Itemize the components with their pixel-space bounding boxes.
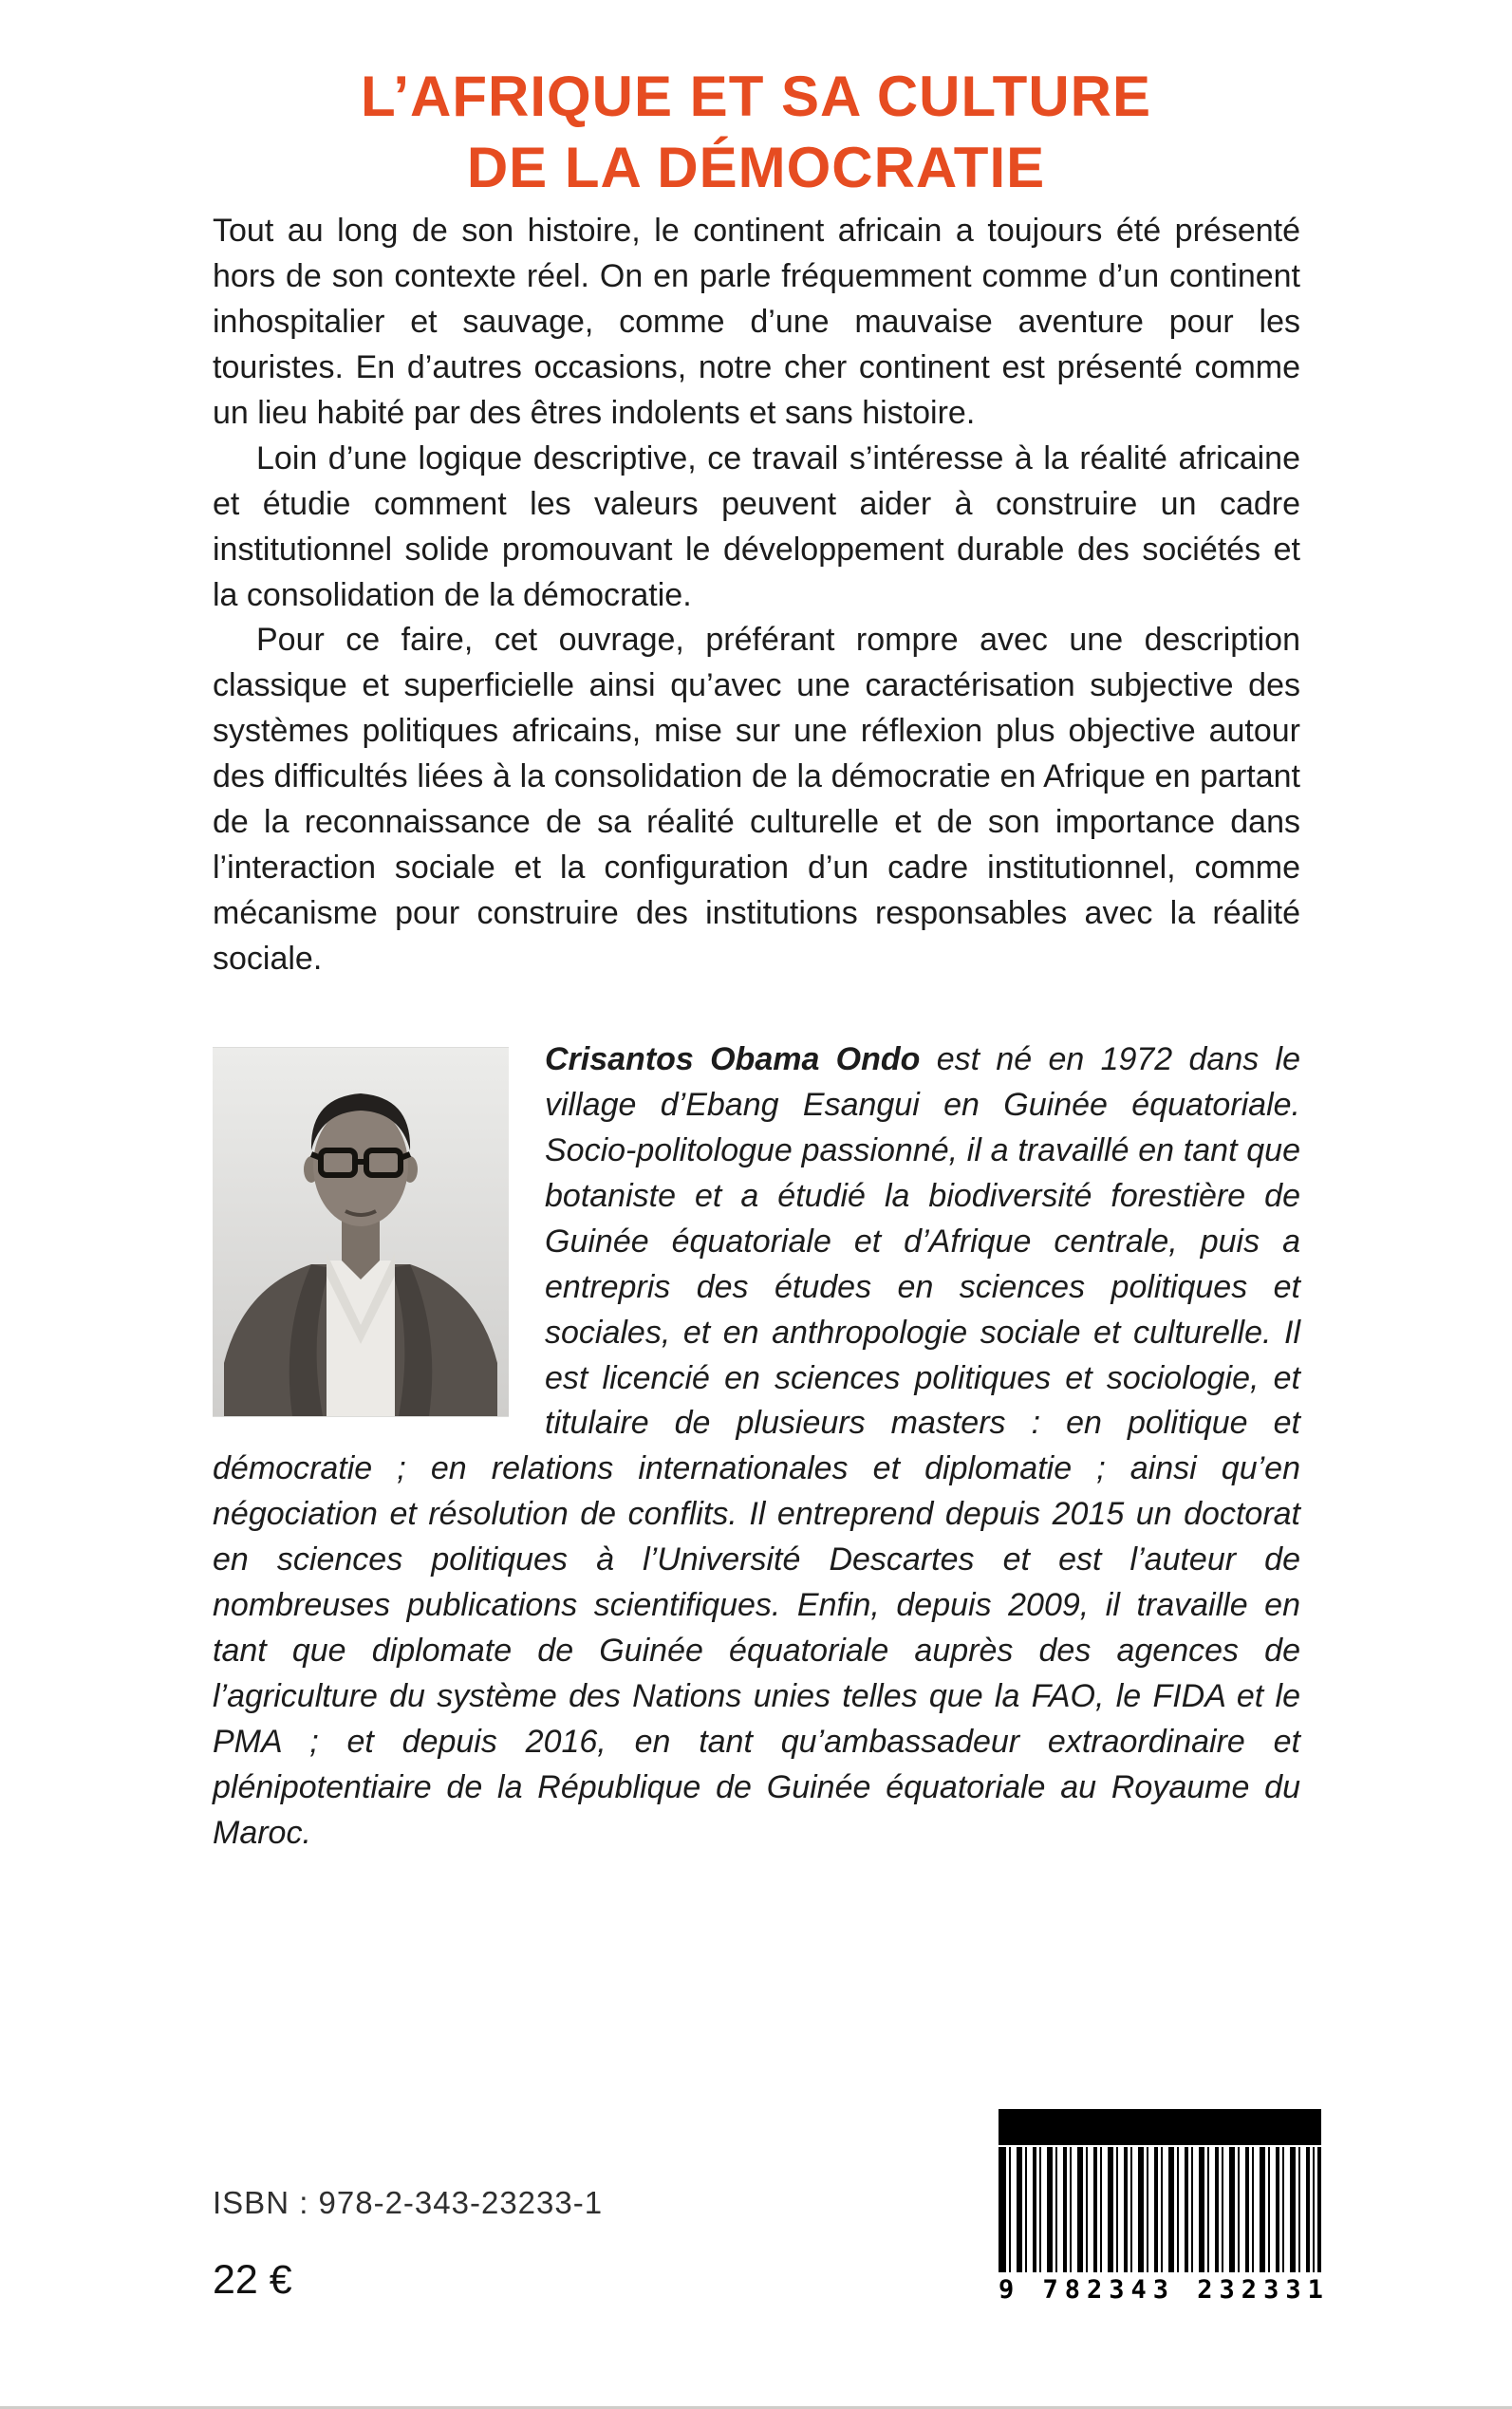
author-name: Crisantos Obama Ondo xyxy=(545,1040,921,1077)
author-bio xyxy=(213,1037,1300,1857)
book-title xyxy=(0,61,1512,203)
synopsis-paragraph-3: Pour ce faire, cet ouvrage, préférant rompre avec une description classique et superficielle ainsi qu’avec une caractérisation subjective des systèmes politiques africains, mise sur une réflexion plus objective autour des difficultés liées à la consolidation de la démocratie en Afrique en partant de la reconnaissance de sa réalité culturelle et de son importance dans l’interaction sociale et la configuration d’un cadre institutionnel, comme mécanisme pour construire des institutions responsables avec la réalité sociale. xyxy=(213,622,1300,977)
author-portrait-graphic xyxy=(213,1047,509,1417)
author-bio-body: est né en 1972 dans le village d’Ebang Esangui en Guinée équatoriale. Socio-politologue passionné, il a travaillé en tant que botaniste et a étudié la biodiversité forestière de Guinée équatoriale et d’Afrique centrale, puis a entrepris des études en sciences politiques et sociales, et en anthropologie sociale et culturelle. Il est licencié en sciences politiques et sociologie, et titulaire de plusieurs masters : en politique et démocratie ; en relations internationales et diplomatie ; ainsi qu’en négociation et résolution de conflits. Il entreprend depuis 2015 un doctorat en sciences politiques à l’Université Descartes et est l’auteur de nombreuses publications scientifiques. Enfin, depuis 2009, il travaille en tant que diplomate de Guinée équatoriale auprès des agences de l’agriculture du système des Nations unies telles que la FAO, le FIDA et le PMA ; et depuis 2016, en tant qu’ambassadeur extraordinaire et plénipotentiaire de la République de Guinée équatoriale au Royaume du Maroc. xyxy=(213,1040,1300,1851)
barcode xyxy=(999,2109,1330,2305)
price-label: 22 € xyxy=(213,2257,292,2303)
barcode-digits: 9 782343 232331 xyxy=(999,2275,1330,2305)
barcode-bars xyxy=(999,2147,1321,2272)
book-title-line2: DE LA DÉMOCRATIE xyxy=(466,136,1046,199)
synopsis-paragraph-1: Tout au long de son histoire, le continent africain a toujours été présenté hors de son contexte réel. On en parle fréquemment comme d’un continent inhospitalier et sauvage, comme d’une mauvaise aventure pour les touristes. En d’autres occasions, notre cher continent est présenté comme un lieu habité par des êtres indolents et sans histoire. xyxy=(213,213,1300,431)
synopsis xyxy=(213,209,1300,1857)
author-photo xyxy=(213,1047,509,1417)
barcode-black-strip xyxy=(999,2109,1321,2145)
book-title-line1: L’AFRIQUE ET SA CULTURE xyxy=(361,65,1151,128)
isbn-label: ISBN : 978-2-343-23233-1 xyxy=(213,2185,604,2220)
synopsis-paragraph-2: Loin d’une logique descriptive, ce travail s’intéresse à la réalité africaine et étudie comment les valeurs peuvent aider à construire un cadre institutionnel solide promouvant le développement durable des sociétés et la consolidation de la démocratie. xyxy=(213,439,1300,613)
